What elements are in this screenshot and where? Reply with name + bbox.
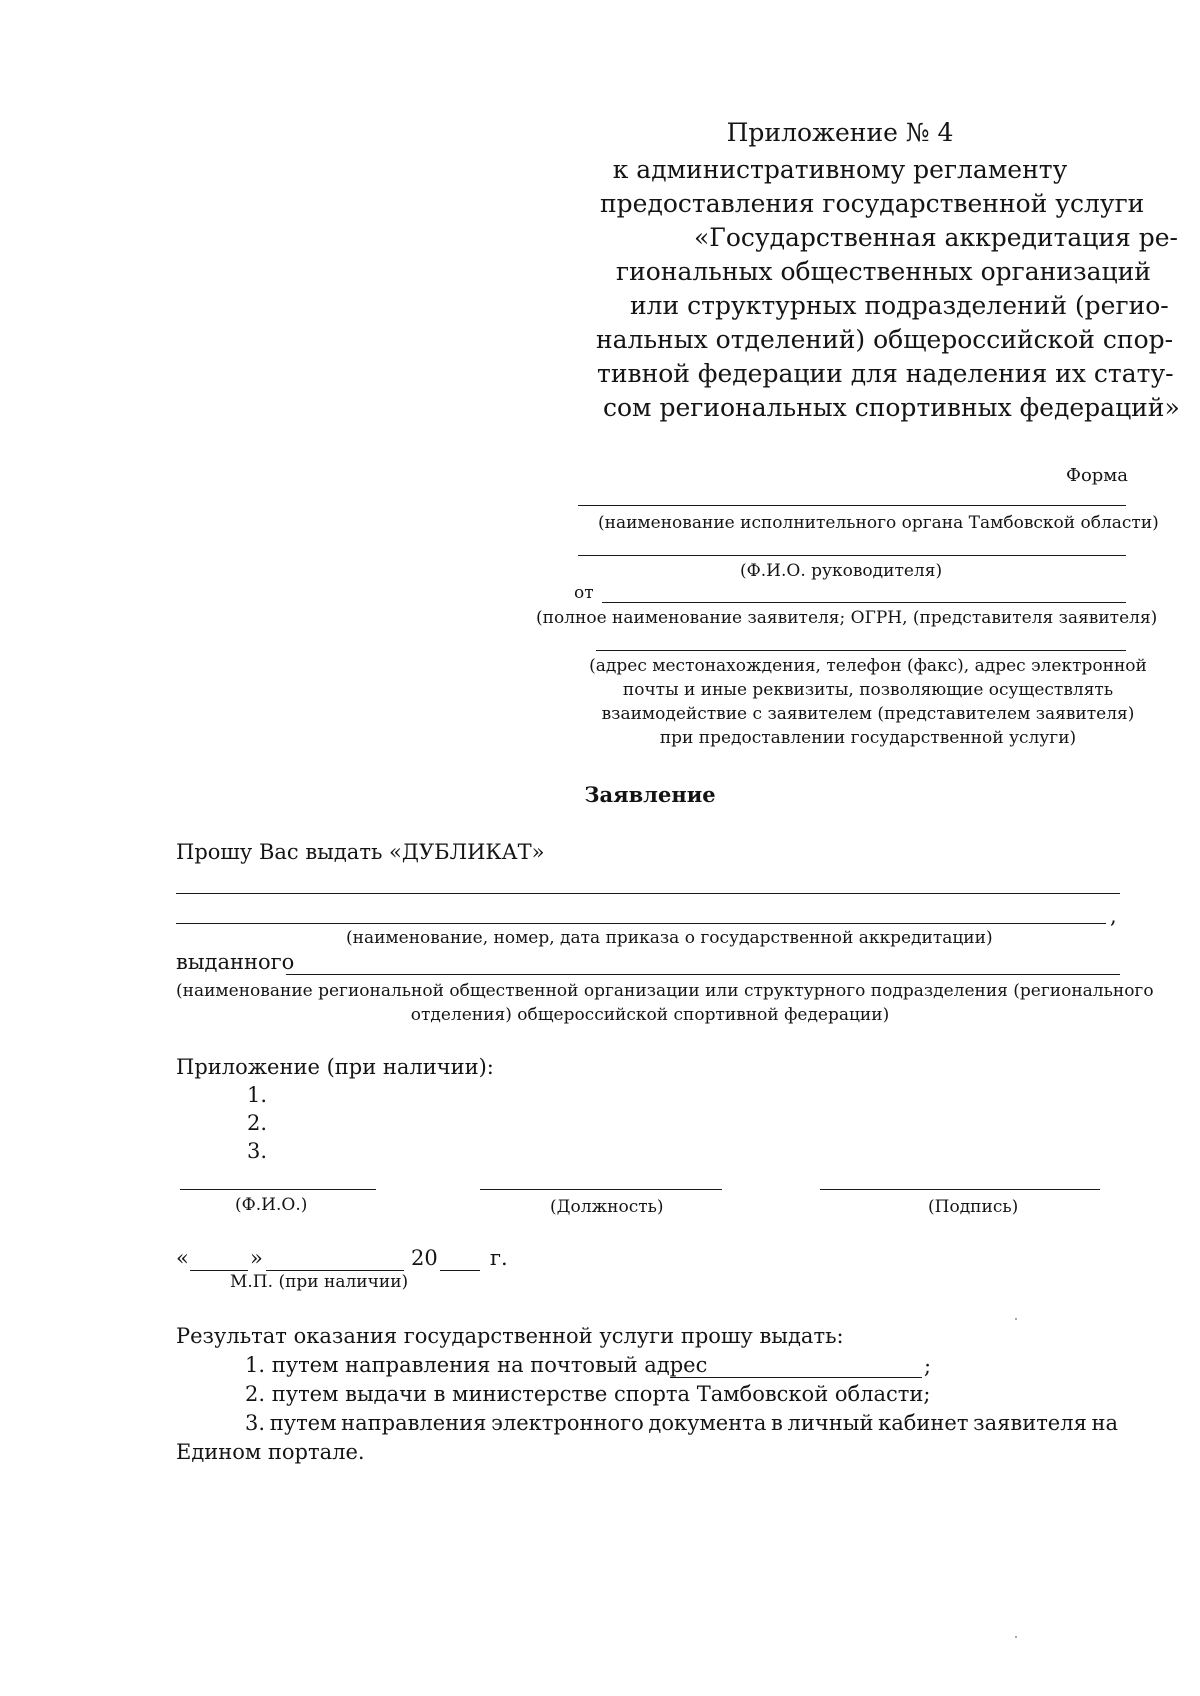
contacts-line xyxy=(596,650,1126,651)
scan-speck xyxy=(1015,1318,1017,1320)
appendix-line: сом региональных спортивных федераций» xyxy=(603,393,1180,422)
result-option-3-line-2: Едином портале. xyxy=(176,1440,365,1464)
head-caption: (Ф.И.О. руководителя) xyxy=(740,561,943,581)
year-line xyxy=(440,1270,480,1271)
appendix-title: Приложение № 4 xyxy=(726,118,954,147)
attachment-item: 3. xyxy=(247,1139,268,1163)
form-label: Форма xyxy=(1066,465,1129,486)
fio-caption: (Ф.И.О.) xyxy=(235,1195,308,1215)
attachment-item: 2. xyxy=(247,1111,268,1135)
year-prefix: 20 xyxy=(411,1246,438,1270)
attachment-item: 1. xyxy=(247,1083,268,1107)
appendix-line: предоставления государственной услуги xyxy=(600,189,1145,218)
statement-title: Заявление xyxy=(584,782,716,807)
result-option-1-end: ; xyxy=(924,1354,932,1378)
date-open-quote: « xyxy=(176,1246,189,1270)
org-caption-line: отделения) общероссийской спортивной федерации) xyxy=(410,1005,890,1025)
signature-caption: (Подпись) xyxy=(928,1197,1019,1217)
org-caption-line: (наименование региональной общественной организации или структурного подразделения (регионального xyxy=(176,981,1154,1001)
signature-line xyxy=(820,1189,1100,1190)
applicant-caption: (полное наименование заявителя; ОГРН, (представителя заявителя) xyxy=(536,608,1158,628)
appendix-line: нальных отделений) общероссийской спор- xyxy=(596,325,1174,354)
order-caption: (наименование, номер, дата приказа о государственной аккредитации) xyxy=(346,928,993,948)
order-comma: , xyxy=(1110,904,1117,928)
result-option-1: 1. путем направления на почтовый адрес xyxy=(245,1353,708,1377)
result-option-2: 2. путем выдачи в министерстве спорта Тамбовской области; xyxy=(245,1382,931,1406)
attachments-label: Приложение (при наличии): xyxy=(176,1055,494,1079)
scan-speck xyxy=(1015,1636,1017,1638)
date-close-quote: » xyxy=(250,1246,263,1270)
appendix-line: к административному регламенту xyxy=(612,155,1068,184)
from-label: от xyxy=(574,583,594,603)
appendix-line: гиональных общественных организаций xyxy=(616,257,1151,286)
appendix-line: «Государственная аккредитация ре- xyxy=(694,223,1179,252)
result-option-3-line-1: 3. путем направления электронного документа в личный кабинет заявителя на xyxy=(245,1411,1119,1435)
position-caption: (Должность) xyxy=(550,1197,664,1217)
issued-line xyxy=(286,974,1120,975)
contacts-caption-line: при предоставлении государственной услуги) xyxy=(659,728,1077,748)
contacts-caption-line: взаимодействие с заявителем (представителем заявителя) xyxy=(601,704,1135,724)
organ-line xyxy=(578,505,1126,506)
stamp-caption: М.П. (при наличии) xyxy=(230,1272,409,1292)
order-line-2 xyxy=(176,923,1106,924)
appendix-line: или структурных подразделений (регио- xyxy=(630,291,1169,320)
appendix-line: тивной федерации для наделения их стату- xyxy=(597,359,1174,388)
position-line xyxy=(480,1189,722,1190)
contacts-caption-line: (адрес местонахождения, телефон (факс), адрес электронной xyxy=(589,656,1147,676)
head-line xyxy=(578,555,1126,556)
postal-address-line xyxy=(670,1377,922,1378)
request-text: Прошу Вас выдать «ДУБЛИКАТ» xyxy=(176,840,545,864)
order-line-1 xyxy=(176,893,1120,894)
result-intro: Результат оказания государственной услуги прошу выдать: xyxy=(176,1324,844,1348)
contacts-caption-line: почты и иные реквизиты, позволяющие осуществлять xyxy=(622,680,1114,700)
fio-line xyxy=(180,1189,376,1190)
issued-label: выданного xyxy=(176,950,295,974)
applicant-line xyxy=(602,602,1126,603)
year-suffix: г. xyxy=(490,1246,508,1270)
organ-caption: (наименование исполнительного органа Тамбовской области) xyxy=(598,513,1159,533)
